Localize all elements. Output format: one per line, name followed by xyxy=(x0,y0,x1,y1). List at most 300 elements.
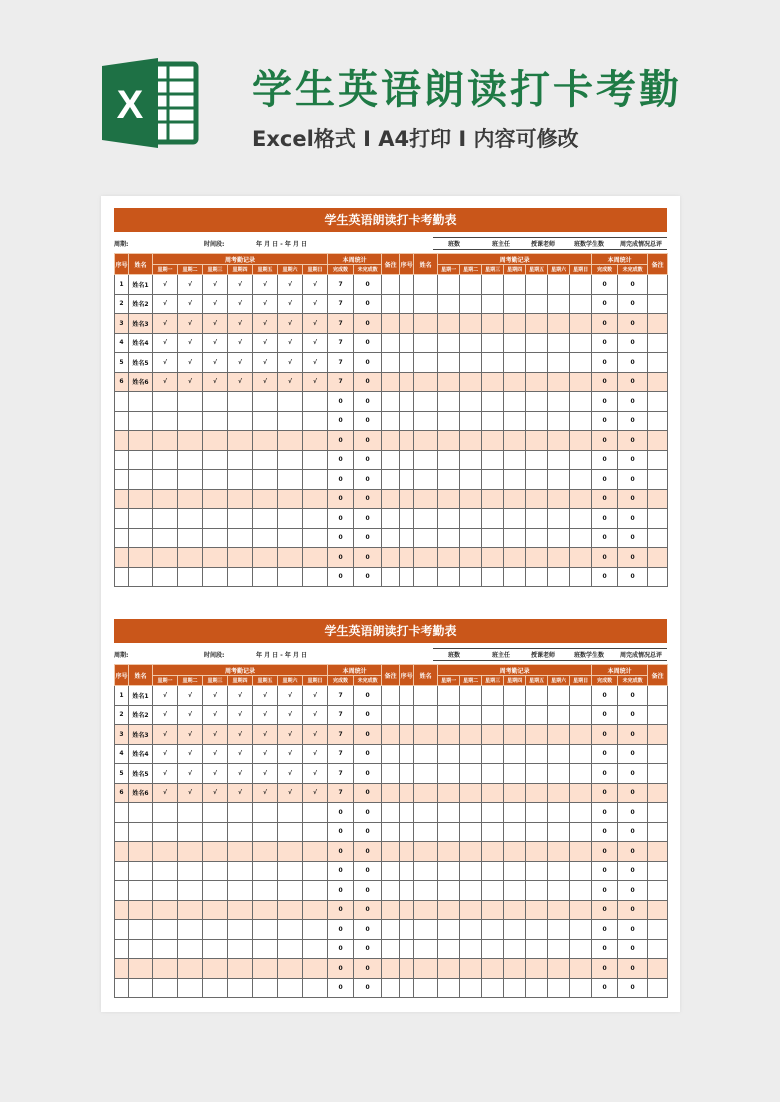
cell-undone: 0 xyxy=(354,803,382,823)
cell-day-check xyxy=(203,392,228,412)
cell-day-check xyxy=(548,353,570,373)
cell-seq xyxy=(115,528,129,548)
cell-day-check xyxy=(438,764,460,784)
cell-day-check xyxy=(570,725,592,745)
cell-day-check xyxy=(203,881,228,901)
cell-name xyxy=(129,489,153,509)
cell-day-check xyxy=(153,978,178,998)
cell-day-check xyxy=(460,411,482,431)
cell-day-check xyxy=(548,489,570,509)
cell-day-check xyxy=(460,900,482,920)
attendance-table xyxy=(114,664,668,998)
cell-day-check xyxy=(548,861,570,881)
cell-day-check xyxy=(153,900,178,920)
cell-remark xyxy=(648,920,668,940)
cell-name xyxy=(414,392,438,412)
cell-undone: 0 xyxy=(618,920,648,940)
col-header-day: 星期三 xyxy=(482,676,504,686)
cell-name xyxy=(129,411,153,431)
cell-day-check xyxy=(460,450,482,470)
cell-day-check xyxy=(438,822,460,842)
cell-day-check xyxy=(570,881,592,901)
cell-done: 0 xyxy=(592,509,618,529)
cell-day-check xyxy=(482,842,504,862)
cell-done: 7 xyxy=(328,725,354,745)
cell-seq xyxy=(115,548,129,568)
cell-done: 0 xyxy=(328,431,354,451)
cell-seq xyxy=(400,900,414,920)
cell-remark xyxy=(648,978,668,998)
cell-day-check xyxy=(526,275,548,295)
cell-day-check xyxy=(570,294,592,314)
cell-day-check xyxy=(153,803,178,823)
cell-seq: 6 xyxy=(115,372,129,392)
cell-undone: 0 xyxy=(354,450,382,470)
cell-name xyxy=(414,489,438,509)
cell-undone: 0 xyxy=(354,411,382,431)
cell-remark xyxy=(648,783,668,803)
cell-day-check xyxy=(570,333,592,353)
cell-day-check: √ xyxy=(303,725,328,745)
cell-seq xyxy=(400,764,414,784)
cell-day-check xyxy=(548,431,570,451)
cell-name: 姓名3 xyxy=(129,314,153,334)
cell-day-check xyxy=(153,392,178,412)
cell-day-check xyxy=(228,567,253,587)
cell-remark xyxy=(382,353,400,373)
cell-day-check xyxy=(203,978,228,998)
cell-done: 0 xyxy=(592,959,618,979)
signoff-label: 班主任 xyxy=(492,241,511,248)
col-header-name: 姓名 xyxy=(129,254,153,275)
cell-day-check xyxy=(482,411,504,431)
cell-day-check: √ xyxy=(178,783,203,803)
cell-day-check xyxy=(203,431,228,451)
cell-seq xyxy=(400,725,414,745)
cell-day-check: √ xyxy=(278,705,303,725)
cell-day-check xyxy=(438,920,460,940)
cell-day-check xyxy=(548,686,570,706)
cell-day-check xyxy=(460,392,482,412)
cell-done: 0 xyxy=(592,822,618,842)
cell-remark xyxy=(382,548,400,568)
cell-remark xyxy=(382,764,400,784)
col-header-name: 姓名 xyxy=(414,254,438,275)
cell-undone: 0 xyxy=(618,314,648,334)
cell-day-check xyxy=(460,548,482,568)
cell-name xyxy=(129,548,153,568)
cell-day-check: √ xyxy=(153,783,178,803)
cell-undone: 0 xyxy=(618,822,648,842)
cell-day-check xyxy=(228,920,253,940)
cell-day-check: √ xyxy=(228,372,253,392)
cell-undone: 0 xyxy=(618,900,648,920)
cell-day-check xyxy=(548,705,570,725)
cell-undone: 0 xyxy=(354,392,382,412)
cell-day-check: √ xyxy=(178,725,203,745)
col-header-day: 星期一 xyxy=(438,676,460,686)
cell-name xyxy=(414,528,438,548)
cell-day-check xyxy=(303,900,328,920)
cell-day-check: √ xyxy=(253,294,278,314)
cell-undone: 0 xyxy=(618,764,648,784)
cell-day-check xyxy=(278,978,303,998)
cell-seq xyxy=(115,900,129,920)
table-row xyxy=(115,489,668,509)
cell-day-check: √ xyxy=(178,333,203,353)
cell-day-check: √ xyxy=(303,686,328,706)
cell-day-check: √ xyxy=(153,705,178,725)
cell-seq xyxy=(400,920,414,940)
cell-day-check xyxy=(570,450,592,470)
cell-day-check xyxy=(570,489,592,509)
cell-day-check xyxy=(548,725,570,745)
cell-day-check xyxy=(228,959,253,979)
col-header-seq: 序号 xyxy=(400,254,414,275)
cell-day-check xyxy=(178,959,203,979)
cell-undone: 0 xyxy=(354,978,382,998)
cell-day-check xyxy=(526,861,548,881)
cell-day-check xyxy=(460,567,482,587)
cell-day-check xyxy=(253,548,278,568)
table-row xyxy=(115,333,668,353)
cell-day-check xyxy=(253,489,278,509)
cell-day-check: √ xyxy=(278,294,303,314)
cell-day-check xyxy=(438,567,460,587)
cell-day-check xyxy=(253,509,278,529)
cell-day-check xyxy=(278,861,303,881)
col-header-day: 星期一 xyxy=(153,265,178,275)
cell-day-check xyxy=(303,450,328,470)
cell-name xyxy=(414,881,438,901)
cell-seq xyxy=(400,353,414,373)
week-label: 周期: xyxy=(114,241,129,248)
cell-remark xyxy=(382,842,400,862)
cell-seq xyxy=(115,392,129,412)
cell-done: 0 xyxy=(592,783,618,803)
cell-day-check xyxy=(504,470,526,490)
cell-day-check xyxy=(570,959,592,979)
cell-day-check xyxy=(228,411,253,431)
cell-name xyxy=(414,920,438,940)
col-header-day: 星期一 xyxy=(438,265,460,275)
cell-day-check: √ xyxy=(303,705,328,725)
period-label: 时间段: xyxy=(204,652,225,659)
cell-day-check xyxy=(253,920,278,940)
cell-undone: 0 xyxy=(354,744,382,764)
col-header-name: 姓名 xyxy=(414,665,438,686)
cell-day-check xyxy=(526,314,548,334)
cell-done: 7 xyxy=(328,353,354,373)
cell-seq xyxy=(400,881,414,901)
cell-name xyxy=(129,881,153,901)
table-row xyxy=(115,978,668,998)
cell-done: 0 xyxy=(592,431,618,451)
table-row xyxy=(115,939,668,959)
cell-day-check: √ xyxy=(203,353,228,373)
cell-day-check xyxy=(460,470,482,490)
cell-day-check xyxy=(460,881,482,901)
cell-day-check xyxy=(504,372,526,392)
col-header-day: 星期二 xyxy=(178,676,203,686)
cell-done: 0 xyxy=(592,548,618,568)
cell-remark xyxy=(382,567,400,587)
svg-text:X: X xyxy=(116,83,144,127)
page-title: 学生英语朗读打卡考勤 xyxy=(252,67,682,113)
cell-day-check xyxy=(178,431,203,451)
cell-name: 姓名1 xyxy=(129,686,153,706)
cell-remark xyxy=(382,861,400,881)
cell-name xyxy=(129,842,153,862)
cell-day-check xyxy=(570,509,592,529)
cell-day-check xyxy=(178,920,203,940)
table-row xyxy=(115,528,668,548)
cell-day-check xyxy=(482,333,504,353)
cell-day-check xyxy=(482,725,504,745)
cell-day-check xyxy=(438,450,460,470)
divider xyxy=(433,660,667,661)
cell-seq xyxy=(400,314,414,334)
table-row xyxy=(115,705,668,725)
cell-day-check xyxy=(228,392,253,412)
col-header-done: 完成数 xyxy=(592,676,618,686)
cell-seq xyxy=(400,686,414,706)
cell-day-check xyxy=(570,764,592,784)
cell-undone: 0 xyxy=(618,294,648,314)
cell-seq xyxy=(400,822,414,842)
cell-undone: 0 xyxy=(618,333,648,353)
cell-day-check xyxy=(570,900,592,920)
cell-undone: 0 xyxy=(354,783,382,803)
cell-undone: 0 xyxy=(354,764,382,784)
cell-day-check xyxy=(460,294,482,314)
cell-day-check xyxy=(526,528,548,548)
table-row xyxy=(115,725,668,745)
cell-remark xyxy=(648,509,668,529)
cell-day-check xyxy=(526,567,548,587)
cell-day-check xyxy=(482,353,504,373)
cell-day-check xyxy=(504,333,526,353)
cell-done: 0 xyxy=(328,978,354,998)
cell-day-check xyxy=(526,764,548,784)
cell-day-check xyxy=(526,725,548,745)
table-row xyxy=(115,372,668,392)
cell-seq xyxy=(400,861,414,881)
cell-day-check xyxy=(178,861,203,881)
cell-remark xyxy=(382,959,400,979)
cell-day-check xyxy=(303,489,328,509)
cell-day-check xyxy=(278,431,303,451)
attendance-sheet-2 xyxy=(114,619,667,998)
cell-remark xyxy=(382,470,400,490)
cell-day-check xyxy=(460,978,482,998)
table-row xyxy=(115,881,668,901)
col-header-day: 星期日 xyxy=(570,676,592,686)
cell-day-check xyxy=(548,783,570,803)
cell-name xyxy=(414,842,438,862)
cell-day-check xyxy=(203,470,228,490)
cell-name xyxy=(129,920,153,940)
col-header-done: 完成数 xyxy=(328,676,354,686)
cell-remark xyxy=(648,353,668,373)
col-header-week-record: 周考勤记录 xyxy=(153,665,328,676)
cell-day-check: √ xyxy=(153,686,178,706)
cell-undone: 0 xyxy=(354,509,382,529)
col-header-week-record: 周考勤记录 xyxy=(153,254,328,265)
cell-day-check xyxy=(253,803,278,823)
col-header-undone: 未完成数 xyxy=(354,676,382,686)
cell-name xyxy=(414,470,438,490)
cell-undone: 0 xyxy=(354,489,382,509)
divider xyxy=(433,237,667,238)
cell-day-check xyxy=(504,567,526,587)
cell-remark xyxy=(382,725,400,745)
cell-name xyxy=(414,294,438,314)
cell-day-check xyxy=(460,764,482,784)
cell-day-check xyxy=(504,431,526,451)
cell-day-check xyxy=(460,725,482,745)
cell-day-check xyxy=(548,803,570,823)
cell-day-check: √ xyxy=(203,783,228,803)
cell-remark xyxy=(382,920,400,940)
cell-seq xyxy=(115,842,129,862)
cell-done: 0 xyxy=(328,842,354,862)
cell-day-check xyxy=(438,333,460,353)
col-header-day: 星期四 xyxy=(228,265,253,275)
col-header-name: 姓名 xyxy=(129,665,153,686)
table-row xyxy=(115,567,668,587)
cell-remark xyxy=(648,881,668,901)
cell-done: 0 xyxy=(328,567,354,587)
cell-day-check xyxy=(548,978,570,998)
cell-day-check: √ xyxy=(153,725,178,745)
table-row xyxy=(115,920,668,940)
cell-day-check xyxy=(548,314,570,334)
cell-done: 0 xyxy=(592,372,618,392)
col-header-undone: 未完成数 xyxy=(354,265,382,275)
col-header-day: 星期三 xyxy=(203,676,228,686)
cell-day-check xyxy=(548,372,570,392)
page-header xyxy=(0,0,780,190)
cell-day-check xyxy=(438,392,460,412)
cell-day-check xyxy=(570,411,592,431)
cell-done: 7 xyxy=(328,783,354,803)
cell-day-check xyxy=(548,842,570,862)
cell-undone: 0 xyxy=(618,939,648,959)
cell-day-check xyxy=(482,900,504,920)
cell-day-check: √ xyxy=(253,705,278,725)
cell-remark xyxy=(648,686,668,706)
cell-name xyxy=(129,900,153,920)
cell-name xyxy=(414,411,438,431)
cell-done: 0 xyxy=(592,939,618,959)
cell-day-check xyxy=(203,861,228,881)
cell-day-check xyxy=(253,567,278,587)
cell-day-check xyxy=(570,567,592,587)
cell-undone: 0 xyxy=(354,822,382,842)
cell-seq xyxy=(115,431,129,451)
cell-day-check xyxy=(438,470,460,490)
cell-day-check xyxy=(482,528,504,548)
table-row xyxy=(115,450,668,470)
cell-day-check xyxy=(526,978,548,998)
cell-day-check: √ xyxy=(228,744,253,764)
cell-day-check xyxy=(482,314,504,334)
cell-day-check: √ xyxy=(228,314,253,334)
cell-done: 0 xyxy=(592,842,618,862)
cell-day-check: √ xyxy=(153,333,178,353)
table-row xyxy=(115,509,668,529)
cell-day-check xyxy=(482,509,504,529)
cell-day-check xyxy=(482,294,504,314)
cell-undone: 0 xyxy=(618,275,648,295)
cell-remark xyxy=(382,686,400,706)
cell-name xyxy=(129,509,153,529)
cell-day-check xyxy=(526,881,548,901)
cell-done: 0 xyxy=(328,548,354,568)
cell-day-check xyxy=(278,489,303,509)
cell-done: 0 xyxy=(592,920,618,940)
cell-day-check xyxy=(460,939,482,959)
table-row xyxy=(115,686,668,706)
cell-day-check xyxy=(570,978,592,998)
cell-day-check: √ xyxy=(153,275,178,295)
cell-day-check xyxy=(178,450,203,470)
cell-name xyxy=(414,783,438,803)
cell-day-check xyxy=(460,372,482,392)
cell-day-check xyxy=(253,431,278,451)
cell-day-check xyxy=(460,686,482,706)
cell-undone: 0 xyxy=(354,861,382,881)
signoff-label: 授课老师 xyxy=(531,241,556,248)
col-header-seq: 序号 xyxy=(115,254,129,275)
cell-day-check xyxy=(482,450,504,470)
cell-done: 0 xyxy=(592,470,618,490)
cell-seq xyxy=(115,411,129,431)
cell-day-check xyxy=(504,275,526,295)
cell-day-check xyxy=(278,528,303,548)
cell-day-check xyxy=(548,392,570,412)
cell-day-check xyxy=(153,470,178,490)
cell-day-check xyxy=(570,939,592,959)
cell-done: 0 xyxy=(328,470,354,490)
cell-name xyxy=(414,567,438,587)
cell-day-check: √ xyxy=(303,783,328,803)
cell-day-check xyxy=(482,822,504,842)
cell-day-check xyxy=(570,686,592,706)
cell-day-check xyxy=(253,881,278,901)
table-row xyxy=(115,411,668,431)
cell-day-check xyxy=(203,509,228,529)
cell-name xyxy=(414,686,438,706)
cell-undone: 0 xyxy=(618,372,648,392)
cell-day-check xyxy=(303,567,328,587)
cell-day-check xyxy=(438,900,460,920)
cell-name xyxy=(129,567,153,587)
cell-name xyxy=(129,978,153,998)
cell-remark xyxy=(648,822,668,842)
cell-day-check: √ xyxy=(203,372,228,392)
cell-day-check xyxy=(482,803,504,823)
cell-day-check: √ xyxy=(253,353,278,373)
cell-done: 7 xyxy=(328,764,354,784)
cell-day-check xyxy=(482,939,504,959)
cell-seq xyxy=(400,450,414,470)
cell-day-check xyxy=(526,333,548,353)
cell-day-check xyxy=(438,783,460,803)
cell-done: 7 xyxy=(328,686,354,706)
cell-seq xyxy=(115,939,129,959)
